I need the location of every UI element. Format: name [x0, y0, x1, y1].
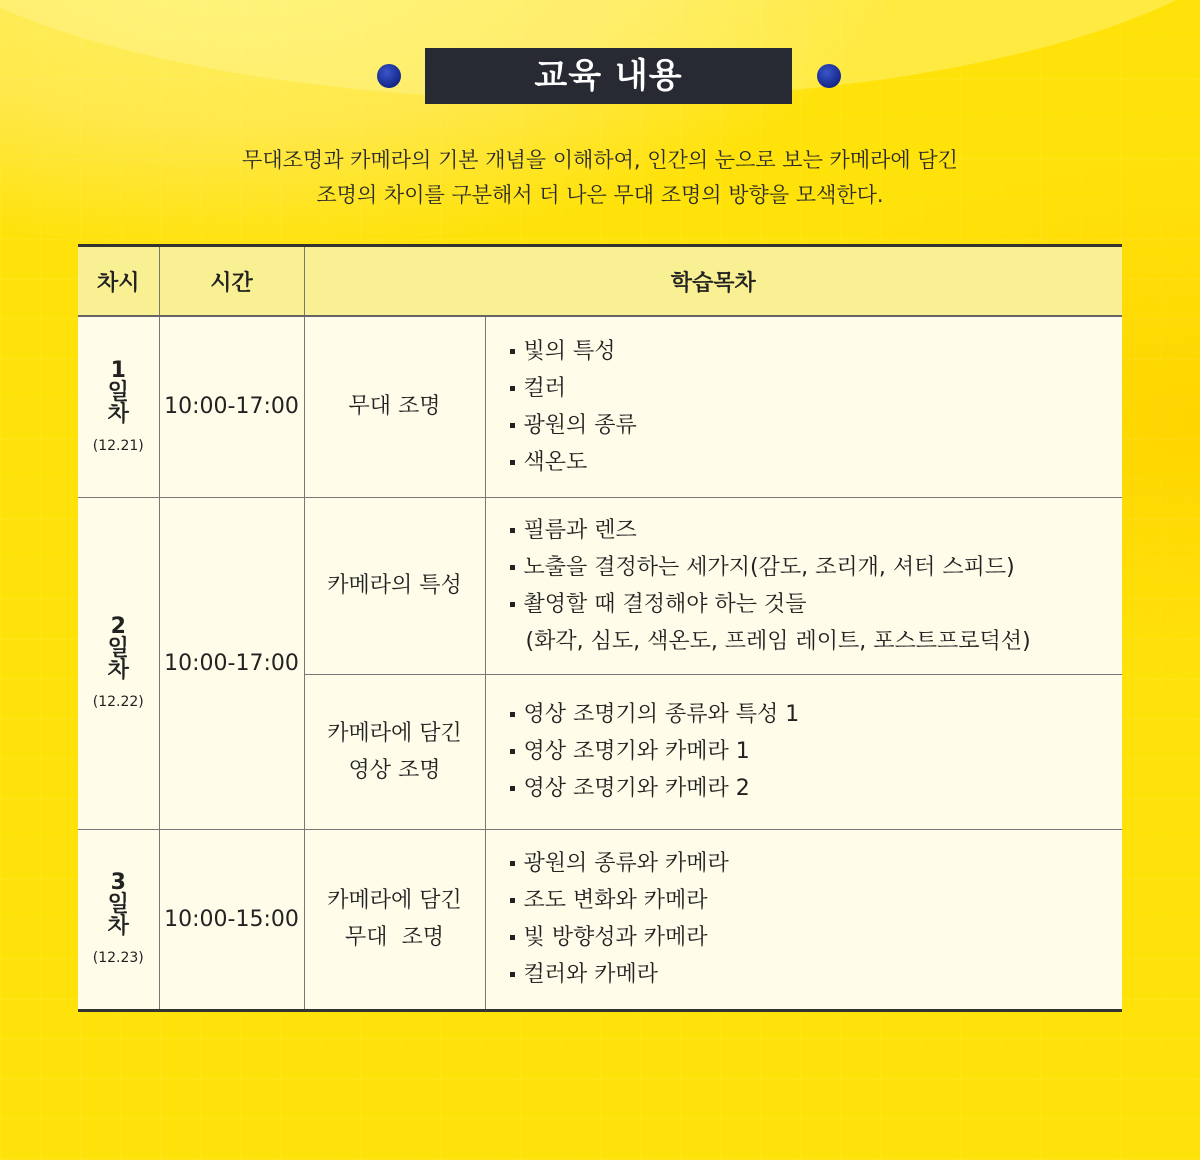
list-item: 광원의 종류: [510, 407, 1123, 444]
day-date: (12.22): [92, 694, 144, 710]
list-item: 컬러: [510, 370, 1123, 407]
header-time: 시간: [159, 246, 304, 317]
list-item: 빛의 특성: [510, 333, 1123, 370]
time-cell: 10:00-17:00: [159, 316, 304, 497]
list-item: 색온도: [510, 444, 1123, 481]
intro-text: [0, 143, 1200, 213]
blue-dot-left-icon: [377, 64, 401, 88]
day-cell: [78, 829, 159, 1010]
subject-title: 무대 조명: [348, 394, 441, 420]
day-il: 일: [107, 892, 129, 917]
items-cell: [485, 497, 1122, 674]
list-item: 영상 조명기와 카메라 2: [510, 770, 1123, 807]
list-item-continuation: (화각, 심도, 색온도, 프레임 레이트, 포스트프로덕션): [525, 628, 1031, 654]
items-cell: [485, 674, 1122, 829]
time-cell: 10:00-15:00: [159, 829, 304, 1010]
list-item: 광원의 종류와 카메라: [510, 845, 1123, 882]
day-cha: 차: [107, 658, 129, 683]
list-item: 영상 조명기의 종류와 특성 1: [510, 696, 1123, 733]
list-item: 빛 방향성과 카메라: [510, 919, 1123, 956]
day-cha: 차: [107, 914, 129, 939]
day-cell: [78, 497, 159, 829]
table-row: [78, 829, 1122, 1010]
day-number: 1: [110, 357, 126, 383]
header-contents: 학습목차: [304, 246, 1122, 317]
table-row: [78, 497, 1122, 674]
day-date: (12.23): [92, 950, 144, 966]
items-cell: [485, 316, 1122, 497]
subject-title-line-1: 카메라에 담긴: [327, 720, 462, 746]
subject-title: 카메라의 특성: [327, 573, 462, 598]
header-session: 차시: [78, 246, 159, 317]
day-il: 일: [107, 636, 129, 661]
curriculum-table: [78, 244, 1122, 1012]
page-title: 교육 내용: [425, 48, 792, 104]
subject-cell: [304, 674, 485, 829]
list-item: 조도 변화와 카메라: [510, 882, 1123, 919]
day-cha: 차: [107, 401, 129, 427]
table-row: [78, 316, 1122, 497]
day-number: 3: [110, 870, 126, 895]
subject-title-line-2: 영상 조명: [348, 757, 441, 783]
list-item: 컬러와 카메라: [510, 956, 1123, 993]
list-item: 영상 조명기와 카메라 1: [510, 733, 1123, 770]
table-header-row: [78, 246, 1122, 317]
day-date: (12.21): [92, 437, 144, 454]
intro-line-2: 조명의 차이를 구분해서 더 나은 무대 조명의 방향을 모색한다.: [316, 183, 884, 207]
title-banner: [0, 48, 1200, 104]
subject-title-line-2: 무대 조명: [345, 925, 444, 950]
subject-cell: [304, 316, 485, 497]
subject-title-line-1: 카메라에 담긴: [327, 888, 462, 913]
subject-cell: [304, 497, 485, 674]
intro-line-1: 무대조명과 카메라의 기본 개념을 이해하여, 인간의 눈으로 보는 카메라에 담긴: [242, 148, 958, 172]
items-cell: [485, 829, 1122, 1010]
list-item: 노출을 결정하는 세가지(감도, 조리개, 셔터 스피드): [510, 549, 1123, 586]
day-number: 2: [110, 614, 126, 639]
day-il: 일: [107, 379, 129, 405]
day-cell: [78, 316, 159, 497]
list-item: 촬영할 때 결정해야 하는 것들: [510, 586, 1123, 623]
subject-cell: [304, 829, 485, 1010]
time-cell: 10:00-17:00: [159, 497, 304, 829]
list-item: 필름과 렌즈: [510, 512, 1123, 549]
blue-dot-right-icon: [817, 64, 841, 88]
